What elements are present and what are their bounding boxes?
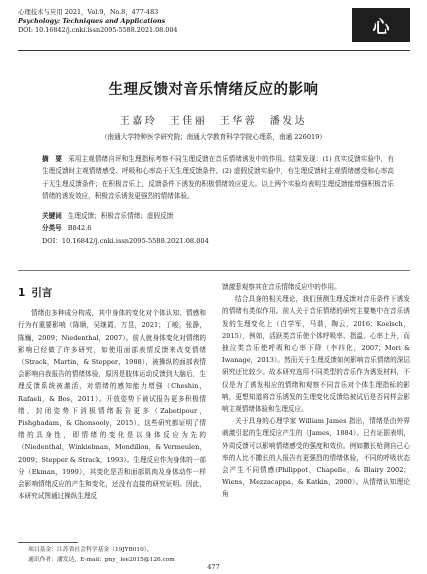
journal-header [18,8,410,46]
article-authors: 王嘉玲 王佳丽 王华蓉 潘发达 [119,116,308,127]
section-title: 引言 [31,287,53,299]
abstract [42,153,394,202]
page-number: 477 [207,563,220,571]
abstract-text: 采用主观情绪自评和生理指标考察不同生理反馈在音乐情绪诱发中的作用。结果发现：(1) 真实反馈实验中，有生理反馈时主观情绪感受、呼吸和心率高于无生理反馈条件。(2) 虚假反馈实验中，有生理反馈时主观情绪感受和心率高于无生理反馈条件；在积极音乐上，反馈条件下诱发的积极情绪效应更大。以上两个实验均表明生理反馈能增强积极音乐情绪的诱发效应，积极音乐诱发更强烈的情绪体验。 [42,155,395,200]
classification-label: 分类号 [42,224,62,233]
article-meta [42,210,394,247]
journal-logo [352,8,410,42]
section-number: 1 [18,287,26,299]
keywords-label: 关键词 [42,212,62,220]
paragraph: 馈激惹观察其在音乐情绪反应中的作用。 [222,283,341,291]
classification-line [42,222,394,234]
paragraph: 关于具身的心理学家 William James 指出，情绪是由外界刺激引起的生理反应产生的（James，1884）。已有证据表明，外周反馈可以影响情绪感受的强度和效价。例如撒长枪测自己心率的人比不撒长的人报告有更强烈的情绪体验，不同的呼吸状态会产生不同情感(Philippot，Chapelle，& Blairy 2002；Wiens，Mezzacappa，& Katkin，2000）。从情绪认知理论角 [222,417,410,499]
article-affiliation: （南通大学特种医学研究院；南通大学教育科学学院心理系，南通 226019） [100,133,327,141]
journal-logo-mark: 心 [372,17,390,38]
journal-name-en: Psychology: Techniques and Applications [18,17,166,25]
classification-value: B842.6 [67,224,92,233]
footnote-fund: 项目基金：江苏省社会科学基金（19JYB010）。 [28,547,153,553]
right-column [222,281,410,501]
paragraph: 结合具身的相关理论，我们预测生理反馈对音乐条件下诱发的情绪有类似作用。前人关于音乐情绪的研究主要集中在音乐诱发的生理变化上（白学军，马谐，陶云，2016；Koelsch，2015），例如，活跃类音乐使个体呼吸率、指温、心率上升，而抽泣类音乐使呼吸和心率下降（李四化，2007；Mori & Iwanage，2013）。然而关于生理反馈如何影响音乐情绪的深层研究还比较少。故本研究选用不同类型的音乐作为诱发材料，不仅是为了诱发相应的情绪和观察不同音乐对个体生理指标的影响，更想知道将音乐诱发的生理变化反馈给被试后是否同样会影响主观情绪体验和生理反应。 [222,295,410,414]
paragraph: 情绪由多种成分构成，其中身体的变化对个体认知、情感和行为有重要影响（陈顺，吴继霞，万昱，2021；丁峻，张静，陈巍，2009；Niedenthal，2007）。前人就身体变化对情绪的影响已经做了许多研究，如使用面部表情反馈来改变情绪（Strack，Martin，& Stepper，1988），被操纵的面部表情会影响自我报告的情绪体验，原因是肢体运动反馈到大脑后，生理反馈系统被激活，对情绪的感知能力增强（Cheshin，Rafaeli，& Bos，2011）。开放姿势下被试报告更多积极情绪，封闭姿势下消极情绪报告更多（Zabetipour，Pishghadam，& Ghonsooly，2015）。这些研究都证明了情绪的具身性，即情绪的变化是以身体反应为先的（Niedenthal，Winkielman，Mondillon，& Vermeulen，2009；Stepper & Strack，1993）。生理反应作为身体的一部分（Ekman，1999），其变化是否和面部肌肉及身体动作一样会影响情绪反应的产生和变化，还没有直接的研究证明。因此，本研究试图通过操纵生理反 [18,309,206,501]
article-title: 生理反馈对音乐情绪反应的影响 [108,82,319,98]
section-heading [18,287,206,299]
left-column [18,281,206,502]
header-doi: DOI: 10.16842/j.cnki.issn2095-5588.2021.08.004 [18,26,178,34]
header-divider [18,50,410,51]
keywords-line [42,210,394,222]
journal-name-cn: 心理技术与应用 2021，Vol.9，No.8，477-483 [18,8,159,16]
footnote-corresponding: 通讯作者：潘发达，E-mail：pny_ lee2015@126.com [28,556,175,563]
footnote-divider [18,542,78,543]
doi-value: DOI：10.16842/j.cnki.issn2095-5588.2021.08.004 [42,236,209,245]
doi-line [42,235,394,247]
body-divider [18,270,410,271]
abstract-label: 摘 要 [42,155,63,163]
keywords-value: 生理反馈；积极音乐情绪；虚假反馈 [67,212,174,220]
